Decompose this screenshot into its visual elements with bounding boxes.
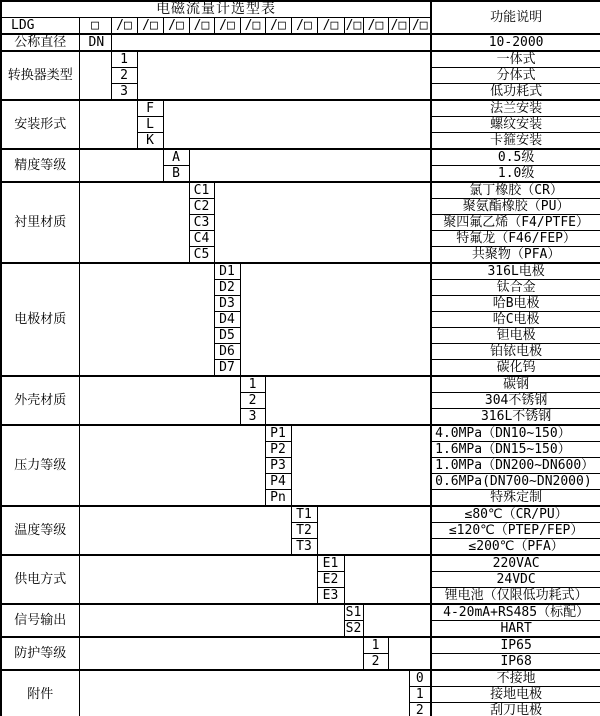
code-cell-liner: C5	[189, 247, 214, 264]
empty-span-right-installation	[163, 100, 431, 149]
model-slot-cell: /□	[409, 18, 431, 35]
section-label-accessory: 附件	[1, 670, 79, 716]
code-cell-accessory: 0	[409, 670, 431, 687]
desc-cell-diameter: 10-2000	[431, 34, 600, 51]
model-slot-cell: /□	[189, 18, 214, 35]
empty-span-left-protection	[79, 637, 363, 670]
desc-cell-converter: 一体式	[431, 51, 600, 68]
code-cell-converter: 2	[111, 68, 137, 84]
table-row-power	[1, 555, 600, 572]
table-row-liner	[1, 182, 600, 199]
model-digit-box-cell: □	[79, 18, 111, 35]
empty-span-right-accuracy	[189, 149, 431, 182]
desc-cell-liner: 氯丁橡胶（CR）	[431, 182, 600, 199]
empty-span-right-signal	[363, 604, 431, 637]
code-cell-installation: F	[137, 100, 163, 117]
code-cell-accuracy: B	[163, 166, 189, 183]
empty-span-right-converter	[137, 51, 431, 100]
code-cell-liner: C3	[189, 215, 214, 231]
code-cell-temperature: T2	[291, 523, 317, 539]
section-label-pressure: 压力等级	[1, 425, 79, 506]
desc-cell-installation: 卡箍安装	[431, 133, 600, 150]
desc-cell-accessory: 接地电极	[431, 687, 600, 703]
desc-cell-housing: 316L不锈钢	[431, 409, 600, 426]
code-cell-electrode: D1	[214, 263, 240, 280]
desc-cell-electrode: 钛合金	[431, 280, 600, 296]
model-slot-cell: /□	[137, 18, 163, 35]
function-description-header: 功能说明	[431, 1, 600, 34]
code-cell-electrode: D6	[214, 344, 240, 360]
table-row-accuracy	[1, 149, 600, 166]
empty-span-left-housing	[79, 376, 240, 425]
empty-span-right-temperature	[317, 506, 431, 555]
desc-cell-electrode: 316L电极	[431, 263, 600, 280]
code-cell-temperature: T1	[291, 506, 317, 523]
model-slot-cell: /□	[265, 18, 291, 35]
table-row-protection	[1, 637, 600, 654]
desc-cell-converter: 低功耗式	[431, 84, 600, 101]
table-row-housing	[1, 376, 600, 393]
code-cell-pressure: P4	[265, 474, 291, 490]
empty-span-left-converter	[79, 51, 111, 100]
empty-span-right-power	[344, 555, 431, 604]
model-slot-cell: /□	[163, 18, 189, 35]
code-cell-liner: C1	[189, 182, 214, 199]
empty-span-left-accessory	[79, 670, 409, 716]
model-slot-cell: /□	[388, 18, 409, 35]
model-slot-cell: /□	[363, 18, 388, 35]
code-cell-protection: 2	[363, 654, 388, 671]
desc-cell-installation: 螺纹安装	[431, 117, 600, 133]
empty-span-right-electrode	[240, 263, 431, 376]
section-label-diameter: 公称直径	[1, 34, 79, 51]
desc-cell-signal: HART	[431, 621, 600, 638]
desc-cell-power: 锂电池（仅限低功耗式）	[431, 588, 600, 605]
section-label-accuracy: 精度等级	[1, 149, 79, 182]
desc-cell-power: 24VDC	[431, 572, 600, 588]
desc-cell-electrode: 钽电极	[431, 328, 600, 344]
model-prefix-cell: LDG	[1, 18, 79, 35]
table-row-diameter	[1, 34, 600, 51]
empty-span-left-power	[79, 555, 317, 604]
model-slot-cell: /□	[317, 18, 344, 35]
table-row-pressure	[1, 425, 600, 442]
desc-cell-pressure: 4.0MPa（DN10~150）	[431, 425, 600, 442]
section-label-installation: 安装形式	[1, 100, 79, 149]
code-cell-electrode: D3	[214, 296, 240, 312]
model-slot-cell: /□	[111, 18, 137, 35]
code-cell-accessory: 2	[409, 703, 431, 716]
desc-cell-pressure: 1.0MPa（DN200~DN600）	[431, 458, 600, 474]
desc-cell-protection: IP68	[431, 654, 600, 671]
code-cell-installation: L	[137, 117, 163, 133]
code-cell-converter: 3	[111, 84, 137, 101]
desc-cell-housing: 304不锈钢	[431, 393, 600, 409]
section-label-protection: 防护等级	[1, 637, 79, 670]
desc-cell-liner: 特氟龙（F46/FEP）	[431, 231, 600, 247]
desc-cell-liner: 共聚物（PFA）	[431, 247, 600, 264]
desc-cell-electrode: 碳化钨	[431, 360, 600, 377]
desc-cell-accuracy: 0.5级	[431, 149, 600, 166]
section-label-housing: 外壳材质	[1, 376, 79, 425]
table-row-signal	[1, 604, 600, 621]
desc-cell-power: 220VAC	[431, 555, 600, 572]
model-slot-cell: /□	[240, 18, 265, 35]
desc-cell-accessory: 刮刀电极	[431, 703, 600, 716]
desc-cell-pressure: 特殊定制	[431, 490, 600, 507]
empty-span-left-electrode	[79, 263, 214, 376]
desc-cell-temperature: ≤120℃（PTEP/FEP）	[431, 523, 600, 539]
code-cell-signal: S2	[345, 621, 362, 636]
desc-cell-protection: IP65	[431, 637, 600, 654]
desc-cell-converter: 分体式	[431, 68, 600, 84]
code-cell-housing: 3	[240, 409, 265, 426]
table-row-converter	[1, 51, 600, 68]
empty-span-left-temperature	[79, 506, 291, 555]
desc-cell-temperature: ≤80℃（CR/PU）	[431, 506, 600, 523]
empty-span-left-installation	[79, 100, 137, 149]
code-cell-housing: 2	[240, 393, 265, 409]
desc-cell-accessory: 不接地	[431, 670, 600, 687]
code-cell-housing: 1	[240, 376, 265, 393]
code-cell-temperature: T3	[291, 539, 317, 556]
title-row	[1, 1, 600, 18]
empty-span-left-liner	[79, 182, 189, 263]
code-cell-power: E1	[317, 555, 344, 572]
model-slot-cell: /□	[345, 18, 362, 33]
desc-cell-electrode: 哈B电极	[431, 296, 600, 312]
dn-code-cell: DN	[79, 34, 111, 51]
desc-cell-installation: 法兰安装	[431, 100, 600, 117]
desc-cell-liner: 聚四氟乙烯（F4/PTFE）	[431, 215, 600, 231]
code-cell-pressure: P2	[265, 442, 291, 458]
empty-span-right-liner	[214, 182, 431, 263]
desc-cell-signal: 4-20mA+RS485（标配）	[431, 604, 600, 621]
model-slot-cell: /□	[214, 18, 240, 35]
page-title: 电磁流量计选型表	[1, 1, 431, 18]
table-row-installation	[1, 100, 600, 117]
desc-cell-temperature: ≤200℃（PFA）	[431, 539, 600, 556]
code-cell-power: E3	[317, 588, 344, 605]
empty-span-right-pressure	[291, 425, 431, 506]
code-cell-pressure: P3	[265, 458, 291, 474]
model-slot-cell: /□	[291, 18, 317, 35]
code-cell-electrode: D7	[214, 360, 240, 377]
code-cell-signal: S1	[345, 605, 362, 620]
code-cell-electrode: D5	[214, 328, 240, 344]
desc-cell-housing: 碳钢	[431, 376, 600, 393]
section-label-liner: 衬里材质	[1, 182, 79, 263]
empty-span-left-accuracy	[79, 149, 163, 182]
desc-cell-liner: 聚氨酯橡胶（PU）	[431, 199, 600, 215]
code-cell-pressure: Pn	[265, 490, 291, 507]
code-cell-electrode: D4	[214, 312, 240, 328]
table-row-accessory	[1, 670, 600, 687]
desc-cell-electrode: 哈C电极	[431, 312, 600, 328]
code-cell-installation: K	[137, 133, 163, 150]
table-row-temperature	[1, 506, 600, 523]
code-cell-electrode: D2	[214, 280, 240, 296]
desc-cell-electrode: 铂铱电极	[431, 344, 600, 360]
empty-span-diameter	[111, 34, 431, 51]
code-cell-liner: C4	[189, 231, 214, 247]
desc-cell-pressure: 0.6MPa(DN700~DN2000)	[431, 474, 600, 490]
code-cell-pressure: P1	[265, 425, 291, 442]
desc-cell-accuracy: 1.0级	[431, 166, 600, 183]
table-row-electrode	[1, 263, 600, 280]
empty-span-left-pressure	[79, 425, 265, 506]
code-cell-liner: C2	[189, 199, 214, 215]
code-cell-power: E2	[317, 572, 344, 588]
desc-cell-pressure: 1.6MPa（DN15~150）	[431, 442, 600, 458]
code-cell-accuracy: A	[163, 149, 189, 166]
section-label-electrode: 电极材质	[1, 263, 79, 376]
code-cell-protection: 1	[363, 637, 388, 654]
code-cell-converter: 1	[111, 51, 137, 68]
empty-span-right-protection	[388, 637, 431, 670]
section-label-temperature: 温度等级	[1, 506, 79, 555]
empty-span-left-signal	[79, 604, 344, 637]
section-label-converter: 转换器类型	[1, 51, 79, 100]
section-label-signal: 信号输出	[1, 604, 79, 637]
section-label-power: 供电方式	[1, 555, 79, 604]
empty-span-right-housing	[265, 376, 431, 425]
code-cell-accessory: 1	[409, 687, 431, 703]
